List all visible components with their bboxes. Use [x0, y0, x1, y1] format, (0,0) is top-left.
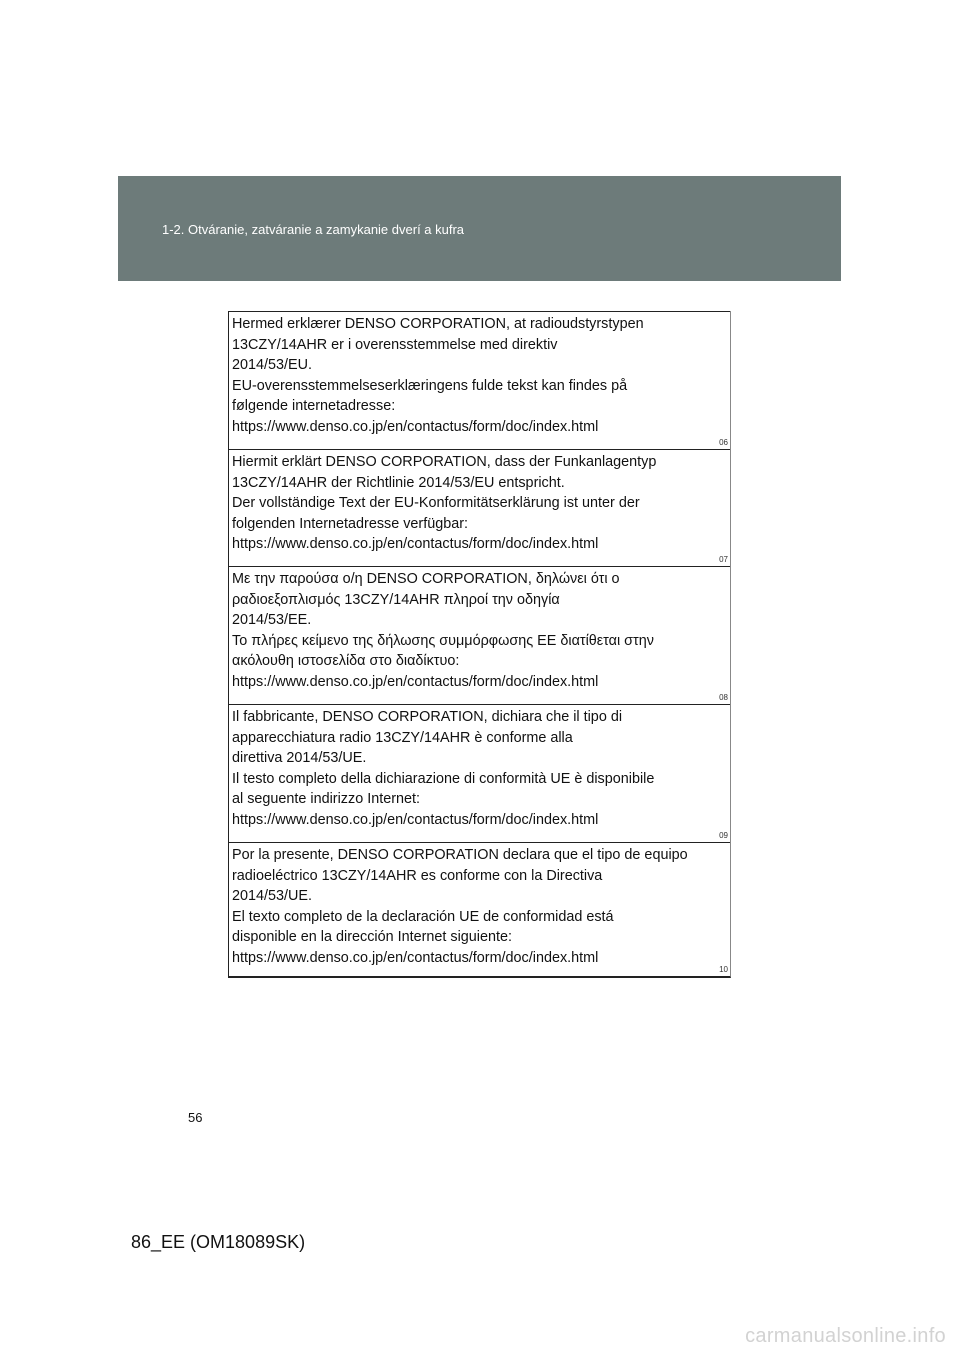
declaration-german [229, 449, 730, 566]
declaration-line: Hiermit erklärt DENSO CORPORATION, dass der Funkanlagentyp [232, 454, 657, 470]
declaration-line: Με την παρούσα ο/η DENSO CORPORATION, δηλώνει ότι ο [232, 571, 620, 587]
declaration-line: 2014/53/UE. [232, 888, 313, 904]
declaration-line: direttiva 2014/53/UE. [232, 750, 367, 766]
declaration-line: Il fabbricante, DENSO CORPORATION, dichiara che il tipo di [232, 709, 623, 725]
declaration-line: El texto completo de la declaración UE de conformidad está [232, 908, 614, 925]
declaration-danish [229, 311, 730, 449]
declaration-line: Il testo completo della dichiarazione di conformità UE è disponibile [232, 770, 655, 787]
declaration-line: Hermed erklærer DENSO CORPORATION, at radioudstyrstypen [232, 316, 644, 332]
section-header-band [118, 176, 841, 281]
manual-code: 86_EE (OM18089SK) [131, 1232, 306, 1252]
declaration-url: https://www.denso.co.jp/en/contactus/form/doc/index.html [232, 536, 599, 552]
declaration-url: https://www.denso.co.jp/en/contactus/form/doc/index.html [232, 811, 599, 828]
declaration-line: Por la presente, DENSO CORPORATION declara que el tipo de equipo [232, 847, 688, 863]
declaration-code: 09 [719, 831, 728, 840]
declaration-code: 06 [719, 438, 728, 447]
page-number: 56 [188, 1110, 203, 1125]
watermark: carmanualsonline.info [745, 1325, 946, 1347]
declaration-line: EU-overensstemmelseserklæringens fulde tekst kan findes på [232, 377, 628, 394]
declaration-line: 13CZY/14AHR der Richtlinie 2014/53/EU entspricht. [232, 474, 565, 491]
section-title: 1-2. Otváranie, zatváranie a zamykanie dverí a kufra [162, 222, 465, 237]
declaration-line: disponible en la dirección Internet siguiente: [232, 929, 512, 945]
declaration-spanish [229, 842, 730, 976]
declaration-code: 08 [719, 693, 728, 702]
declaration-line: Το πλήρες κείμενο της δήλωσης συμμόρφωσης ΕΕ διατίθεται στην [232, 632, 654, 649]
declaration-line: folgenden Internetadresse verfügbar: [232, 515, 469, 532]
declaration-url: https://www.denso.co.jp/en/contactus/form/doc/index.html [232, 673, 599, 690]
declaration-line: 2014/53/ΕΕ. [232, 612, 312, 628]
declaration-code: 07 [719, 555, 728, 564]
declaration-line: 2014/53/EU. [232, 357, 313, 373]
declaration-url: https://www.denso.co.jp/en/contactus/form/doc/index.html [232, 949, 599, 966]
declaration-table [228, 311, 731, 978]
declaration-line: radioeléctrico 13CZY/14AHR es conforme con la Directiva [232, 867, 603, 884]
declaration-line: ραδιοεξοπλισμός 13CZY/14AHR πληροί την οδηγία [232, 591, 560, 608]
declaration-italian [229, 704, 730, 842]
declaration-url: https://www.denso.co.jp/en/contactus/form/doc/index.html [232, 418, 599, 435]
declaration-code: 10 [719, 965, 728, 974]
declaration-line: ακόλουθη ιστοσελίδα στο διαδίκτυο: [232, 653, 460, 669]
declaration-line: Der vollständige Text der EU-Konformitätserklärung ist unter der [232, 495, 640, 511]
declaration-line: al seguente indirizzo Internet: [232, 791, 420, 807]
declaration-line: apparecchiatura radio 13CZY/14AHR è conforme alla [232, 729, 573, 746]
declaration-line: 13CZY/14AHR er i overensstemmelse med direktiv [232, 336, 558, 353]
declaration-line: følgende internetadresse: [232, 398, 396, 414]
declaration-greek [229, 566, 730, 704]
